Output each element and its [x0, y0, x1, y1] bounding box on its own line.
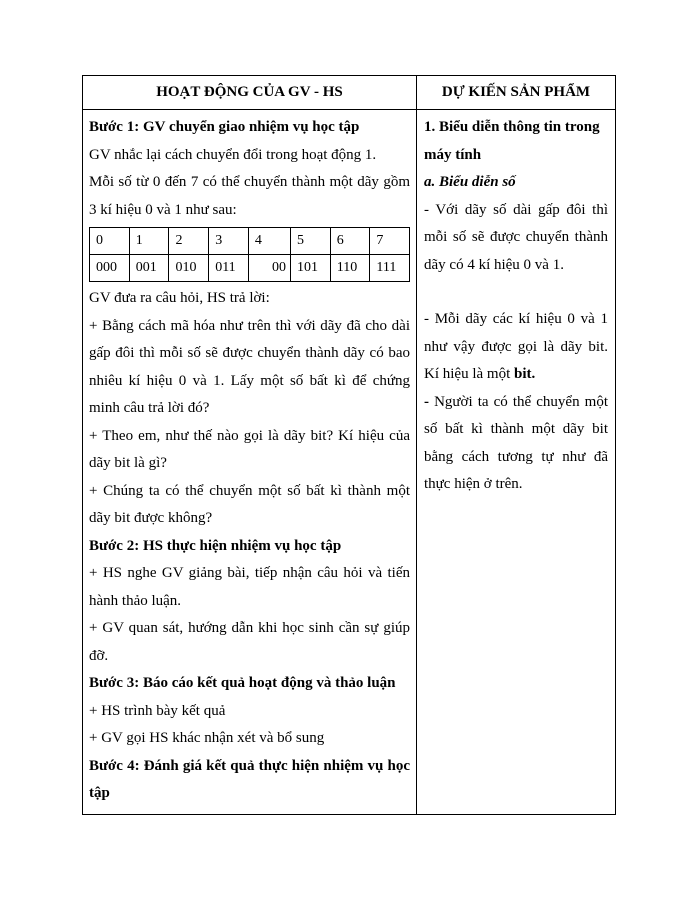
- code-cell: 011: [209, 255, 249, 282]
- code-cell: 00: [248, 255, 290, 282]
- spacer: [424, 279, 608, 306]
- subsection-title: a. Biểu diễn số: [424, 174, 516, 190]
- dash-marker: -: [424, 393, 429, 410]
- answer-paragraph-3: [424, 389, 608, 499]
- header-right: DỰ KIẾN SẢN PHẨM: [417, 76, 616, 110]
- digit-cell: 6: [330, 228, 370, 255]
- question-2: + Theo em, như thế nào gọi là dãy bit? Kí hiệu của dãy bit là gì?: [89, 427, 410, 471]
- answer-paragraph-2-text: - Mỗi dãy các kí hiệu 0 và 1 như vậy được gọi là dãy bit. Kí hiệu là một: [424, 311, 608, 382]
- step1-paragraph-1: GV nhắc lại cách chuyển đổi trong hoạt động 1.: [89, 146, 377, 163]
- step2-paragraph-1: + HS nghe GV giảng bài, tiếp nhận câu hỏi và tiến hành thảo luận.: [89, 565, 410, 609]
- left-cell: [83, 110, 417, 815]
- digits-row: [90, 228, 410, 255]
- digit-cell: 3: [209, 228, 249, 255]
- codes-row: [90, 255, 410, 282]
- digit-cell: 4: [248, 228, 290, 255]
- step3-paragraph-1: + HS trình bày kết quả: [89, 702, 226, 719]
- digit-cell: 1: [129, 228, 169, 255]
- lesson-plan-table: [82, 75, 616, 815]
- digit-cell: 7: [370, 228, 410, 255]
- code-cell: 110: [330, 255, 370, 282]
- code-cell: 010: [169, 255, 209, 282]
- digit-cell: 5: [291, 228, 331, 255]
- code-cell: 000: [90, 255, 130, 282]
- question-3: + Chúng ta có thể chuyển một số bất kì thành một dãy bit được không?: [89, 482, 410, 526]
- digit-cell: 2: [169, 228, 209, 255]
- step1-title: Bước 1: GV chuyển giao nhiệm vụ học tập: [89, 119, 360, 135]
- answer-paragraph-2: [424, 306, 608, 389]
- answer-paragraph-3-text: Người ta có thể chuyển một số bất kì thành một dãy bit bằng cách tương tự như đã thực hiện ở trên.: [424, 393, 608, 492]
- question-1: + Bằng cách mã hóa như trên thì với dãy đã cho dài gấp đôi thì mỗi số sẽ được chuyển thành dãy có bao nhiêu kí hiệu 0 và 1. Lấy một số bất kì để chứng minh câu trả lời đó?: [89, 317, 410, 416]
- binary-table: [89, 227, 410, 282]
- right-cell: [417, 110, 616, 815]
- step1-paragraph-2: Mỗi số từ 0 đến 7 có thể chuyển thành một dãy gồm 3 kí hiệu 0 và 1 như sau:: [89, 174, 410, 218]
- digit-cell: 0: [90, 228, 130, 255]
- step3-title: Bước 3: Báo cáo kết quả hoạt động và thảo luận: [89, 675, 396, 691]
- answer-paragraph-1: - Với dãy số dài gấp đôi thì mỗi số sẽ được chuyển thành dãy có 4 kí hiệu 0 và 1.: [424, 201, 608, 273]
- bit-term: bit.: [514, 366, 536, 382]
- step2-title: Bước 2: HS thực hiện nhiệm vụ học tập: [89, 537, 342, 554]
- step2-paragraph-2: + GV quan sát, hướng dẫn khi học sinh cần sự giúp đỡ.: [89, 620, 410, 664]
- step3-paragraph-2: + GV gọi HS khác nhận xét và bổ sung: [89, 730, 325, 746]
- step4-title: Bước 4: Đánh giá kết quả thực hiện nhiệm vụ học tập: [89, 757, 410, 801]
- step1-paragraph-3: GV đưa ra câu hỏi, HS trả lời:: [89, 290, 270, 306]
- header-left: HOẠT ĐỘNG CỦA GV - HS: [83, 76, 417, 110]
- code-cell: 111: [370, 255, 410, 282]
- code-cell: 001: [129, 255, 169, 282]
- section-title: 1. Biểu diễn thông tin trong máy tính: [424, 119, 600, 163]
- code-cell: 101: [291, 255, 331, 282]
